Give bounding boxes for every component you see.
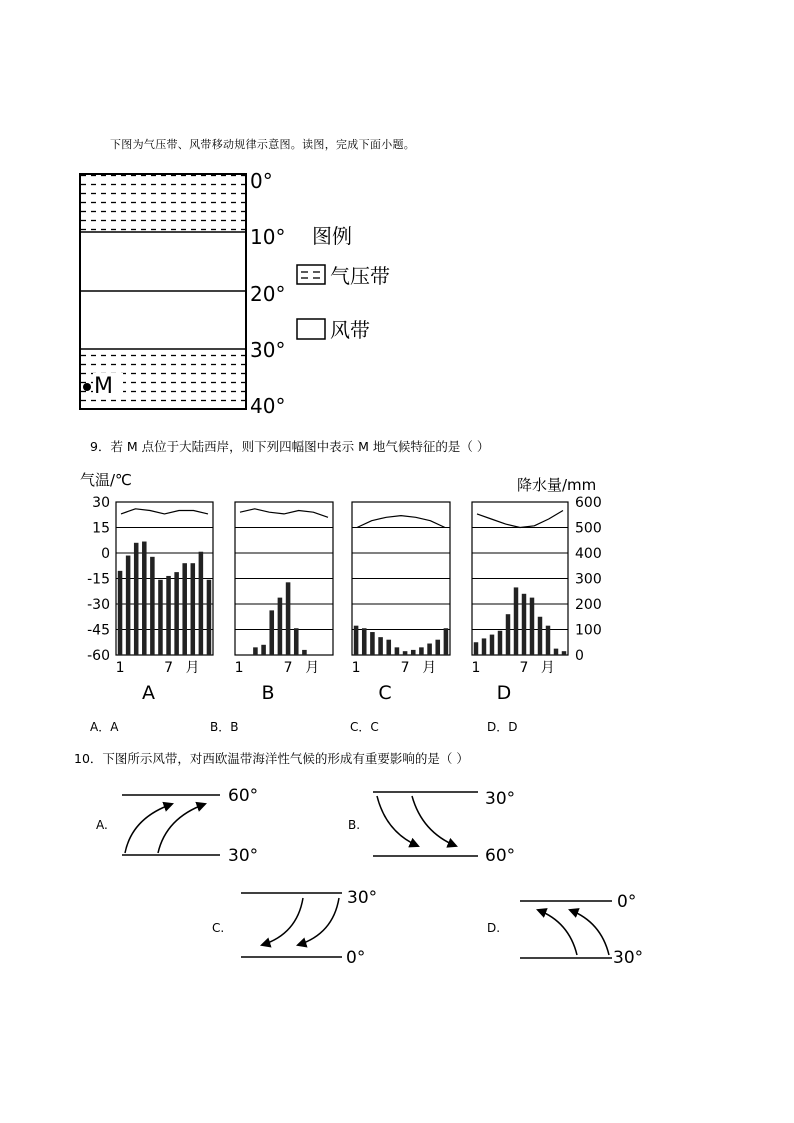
temp-tick-label: 30 — [92, 495, 110, 511]
precip-tick-label: 600 — [575, 495, 602, 511]
q9-option-d[interactable]: D．D — [487, 720, 518, 734]
precip-tick-label: 0 — [575, 648, 584, 664]
x-unit: 月 — [305, 660, 320, 676]
precip-tick-label: 400 — [575, 546, 602, 562]
x-tick-7: 7 — [400, 660, 410, 676]
q9-option-b[interactable]: B．B — [210, 720, 239, 734]
x-tick-1: 1 — [471, 660, 481, 676]
chart-label: A — [142, 682, 155, 704]
precip-axis-label: 降水量/mm — [517, 476, 597, 494]
x-tick-7: 7 — [164, 660, 174, 676]
precip-tick-label: 200 — [575, 597, 602, 613]
wind-option-a[interactable] — [96, 786, 258, 866]
precip-tick-label: 100 — [575, 622, 602, 639]
svg-text:30°: 30° — [613, 948, 644, 968]
x-unit: 月 — [540, 660, 555, 676]
wind-option-c[interactable] — [212, 888, 377, 968]
opt-c-letter: C. — [212, 921, 225, 935]
wind-option-d[interactable] — [487, 892, 643, 968]
opt-a-arrow-1 — [125, 804, 172, 853]
x-tick-7: 7 — [283, 660, 293, 676]
svg-text:0°: 0° — [617, 892, 637, 912]
temp-tick-label: -15 — [87, 571, 110, 588]
lat-label-0: 0° — [250, 169, 273, 193]
question-10-stem: 10．下图所示风带，对西欧温带海洋性气候的形成有重要影响的是（ ） — [74, 751, 469, 766]
wind-option-b[interactable] — [348, 789, 515, 866]
svg-text:30°: 30° — [228, 846, 259, 866]
x-unit: 月 — [185, 660, 200, 676]
svg-text:30°: 30° — [347, 888, 378, 908]
svg-text:60°: 60° — [485, 846, 516, 866]
q9-option-c[interactable]: C．C — [350, 720, 379, 734]
legend-wind-label: 风带 — [330, 318, 370, 342]
lat-label-40: 40° — [250, 394, 286, 418]
point-m-label: M — [94, 374, 113, 399]
temp-axis-label: 气温/℃ — [80, 471, 132, 489]
opt-c-arrow-1 — [262, 898, 303, 945]
x-tick-1: 1 — [351, 660, 361, 676]
chart-label: D — [496, 682, 512, 704]
chart-label: C — [378, 682, 392, 704]
temp-tick-label: 0 — [101, 546, 110, 562]
question-9-stem: 9．若 M 点位于大陆西岸，则下列四幅图中表示 M 地气候特征的是（ ） — [90, 439, 490, 454]
temp-tick-label: -30 — [87, 597, 110, 613]
x-tick-1: 1 — [115, 660, 125, 676]
lat-label-10: 10° — [250, 225, 286, 249]
opt-d-arrow-1 — [538, 910, 577, 955]
svg-text:30°: 30° — [485, 789, 516, 809]
svg-text:60°: 60° — [228, 786, 259, 806]
legend-title: 图例 — [312, 224, 352, 248]
x-tick-1: 1 — [234, 660, 244, 676]
temp-tick-label: -60 — [87, 648, 110, 664]
intro-text: 下图为气压带、风带移动规律示意图。读图，完成下面小题。 — [110, 138, 416, 151]
precip-tick-label: 500 — [575, 520, 602, 537]
x-unit: 月 — [422, 660, 437, 676]
opt-d-arrow-2 — [570, 910, 609, 955]
opt-b-arrow-2 — [412, 796, 456, 846]
opt-b-arrow-1 — [377, 796, 418, 846]
precip-tick-label: 300 — [575, 571, 602, 588]
temp-tick-label: 15 — [92, 520, 110, 537]
temp-tick-label: -45 — [87, 622, 110, 639]
opt-c-arrow-2 — [298, 898, 339, 945]
opt-a-arrow-2 — [158, 804, 205, 853]
lat-label-30: 30° — [250, 338, 286, 362]
x-tick-7: 7 — [519, 660, 529, 676]
lat-label-20: 20° — [250, 282, 286, 306]
svg-text:0°: 0° — [346, 948, 366, 968]
q9-option-a[interactable]: A．A — [90, 720, 119, 734]
legend-pressure-label: 气压带 — [330, 264, 390, 288]
opt-b-letter: B. — [348, 818, 361, 832]
opt-a-letter: A. — [96, 818, 108, 832]
opt-d-letter: D. — [487, 921, 501, 935]
chart-label: B — [261, 682, 275, 704]
